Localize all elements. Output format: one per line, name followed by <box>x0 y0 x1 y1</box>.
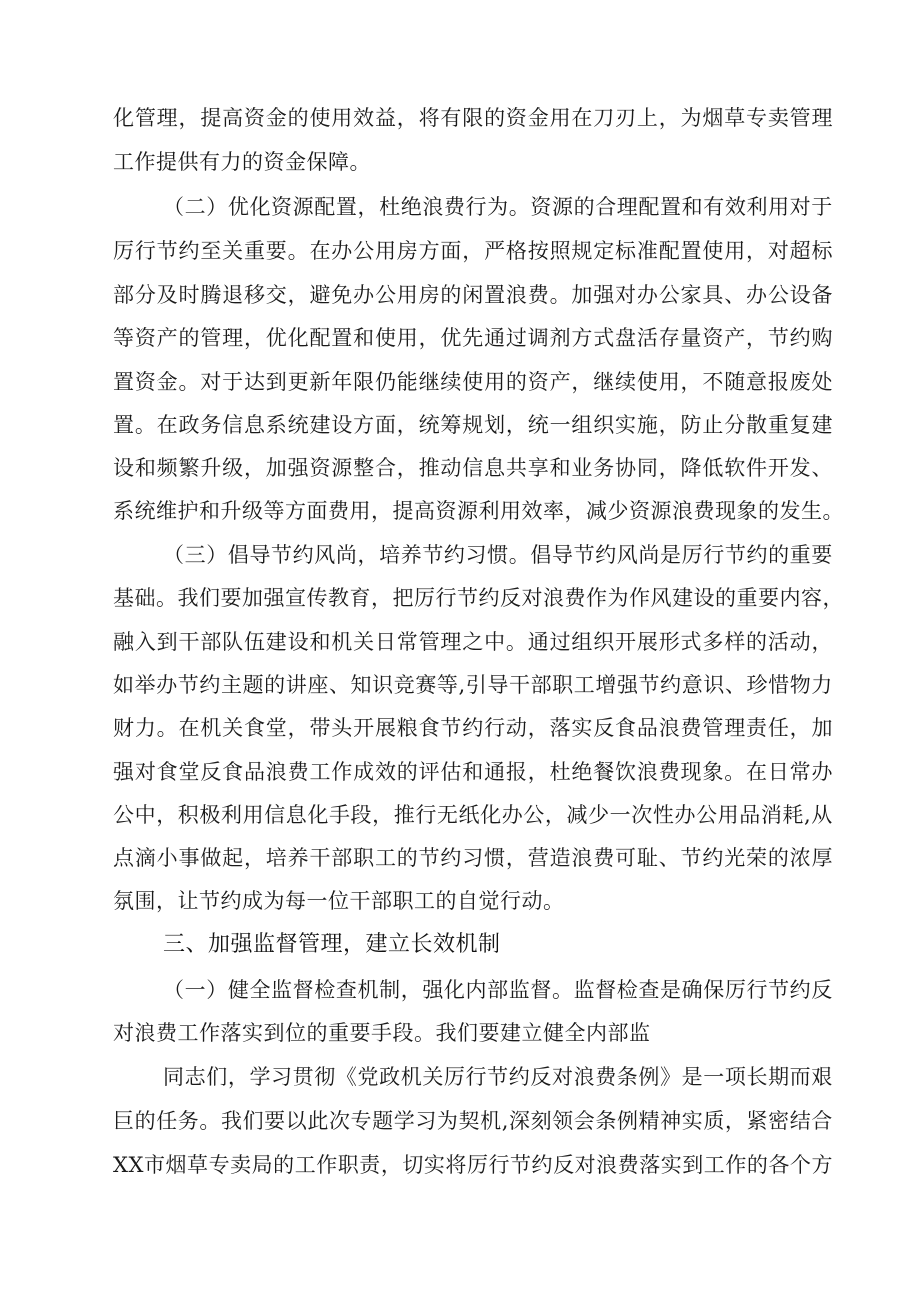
section-heading: 三、加强监督管理，建立长效机制 <box>163 932 501 957</box>
paragraph-start-line: （ 二 ） 优 化 资 源 配 置 ， 杜 绝 浪 费 行 为 。 资 源 的 合 理 配 置 和 有 效 利 用 对 于 <box>163 195 833 219</box>
text-line: 工作提供有力的资金保障。 <box>113 150 371 174</box>
text-line: 点 滴 小 事 做 起 ， 培 养 干 部 职 工 的 节 约 习 惯 ， 营 造 浪 费 可 耻 、 节 约 光 荣 的 浓 厚 <box>113 846 833 870</box>
text-line: 财 力 。 在 机 关 食 堂 ， 带 头 开 展 粮 食 节 约 行 动 ， 落 实 反 食 品 浪 费 管 理 责 任 ， 加 <box>113 716 833 740</box>
text-line: 系 统 维 护 和 升 级 等 方 面 费 用 ， 提 高 资 源 利 用 效 率 ， 减 少 资 源 浪 费 现 象 的 发 生 。 <box>113 499 844 523</box>
text-line: X X 市 烟 草 专 卖 局 的 工 作 职 责 ， 切 实 将 厉 行 节 约 反 对 浪 费 落 实 到 工 作 的 各 个 方 <box>113 1153 833 1177</box>
paragraph-start-line: （ 三 ） 倡 导 节 约 风 尚 ， 培 养 节 约 习 惯 。 倡 导 节 约 风 尚 是 厉 行 节 约 的 重 要 <box>163 543 833 567</box>
paragraph-start-line: （ 一 ） 健 全 监 督 检 查 机 制 ， 强 化 内 部 监 督 。 监 督 检 查 是 确 保 厉 行 节 约 反 <box>163 978 833 1002</box>
text-line: 厉 行 节 约 至 关 重 要 。 在 办 公 用 房 方 面 ， 严 格 按 照 规 定 标 准 配 置 使 用 ， 对 超 标 <box>113 239 833 263</box>
text-line: 置 资 金 。 对 于 达 到 更 新 年 限 仍 能 继 续 使 用 的 资 产 ， 继 续 使 用 ， 不 随 意 报 废 处 <box>113 370 833 394</box>
text-line: 氛围，让节约成为每一位干部职工的自觉行动。 <box>113 889 565 913</box>
text-line: 部 分 及 时 腾 退 移 交 ， 避 免 办 公 用 房 的 闲 置 浪 费 。 加 强 对 办 公 家 具 、 办 公 设 备 <box>113 283 833 307</box>
text-line: 等 资 产 的 管 理 ， 优 化 配 置 和 使 用 ， 优 先 通 过 调 剂 方 式 盘 活 存 量 资 产 ， 节 约 购 <box>113 326 833 350</box>
text-line: 公 中 ， 积 极 利 用 信 息 化 手 段 ， 推 行 无 纸 化 办 公 ， 减 少 一 次 性 办 公 用 品 消 耗 , 从 <box>113 803 833 827</box>
text-line: 化 管 理 ， 提 高 资 金 的 使 用 效 益 ， 将 有 限 的 资 金 用 在 刀 刃 上 ， 为 烟 草 专 卖 管 理 <box>113 106 833 130</box>
text-line: 如 举 办 节 约 主 题 的 讲 座 、 知 识 竞 赛 等 , 引 导 干 部 职 工 增 强 节 约 意 识 、 珍 惜 物 力 <box>113 673 833 697</box>
text-line: 融 入 到 干 部 队 伍 建 设 和 机 关 日 常 管 理 之 中 。 通 过 组 织 开 展 形 式 多 样 的 活 动 ， <box>113 630 833 654</box>
text-line: 置 。 在 政 务 信 息 系 统 建 设 方 面 ， 统 筹 规 划 ， 统 一 组 织 实 施 ， 防 止 分 散 重 复 建 <box>113 413 833 437</box>
text-line: 强 对 食 堂 反 食 品 浪 费 工 作 成 效 的 评 估 和 通 报 ， 杜 绝 餐 饮 浪 费 现 象 。 在 日 常 办 <box>113 760 833 784</box>
text-line: 基 础 。 我 们 要 加 强 宣 传 教 育 ， 把 厉 行 节 约 反 对 浪 费 作 为 作 风 建 设 的 重 要 内 容 ， <box>113 586 844 610</box>
text-line: 对浪费工作落实到位的重要手段。我们要建立健全内部监 <box>113 1021 651 1045</box>
paragraph-start-line: 同 志 们 ， 学 习 贯 彻 《 党 政 机 关 厉 行 节 约 反 对 浪 费 条 例 》 是 一 项 长 期 而 艰 <box>163 1065 833 1089</box>
text-line: 巨 的 任 务 。 我 们 要 以 此 次 专 题 学 习 为 契 机 , 深 刻 领 会 条 例 精 神 实 质 ， 紧 密 结 合 <box>113 1109 833 1133</box>
text-line: 设 和 频 繁 升 级 ， 加 强 资 源 整 合 ， 推 动 信 息 共 享 和 业 务 协 同 ， 降 低 软 件 开 发 、 <box>113 456 833 480</box>
